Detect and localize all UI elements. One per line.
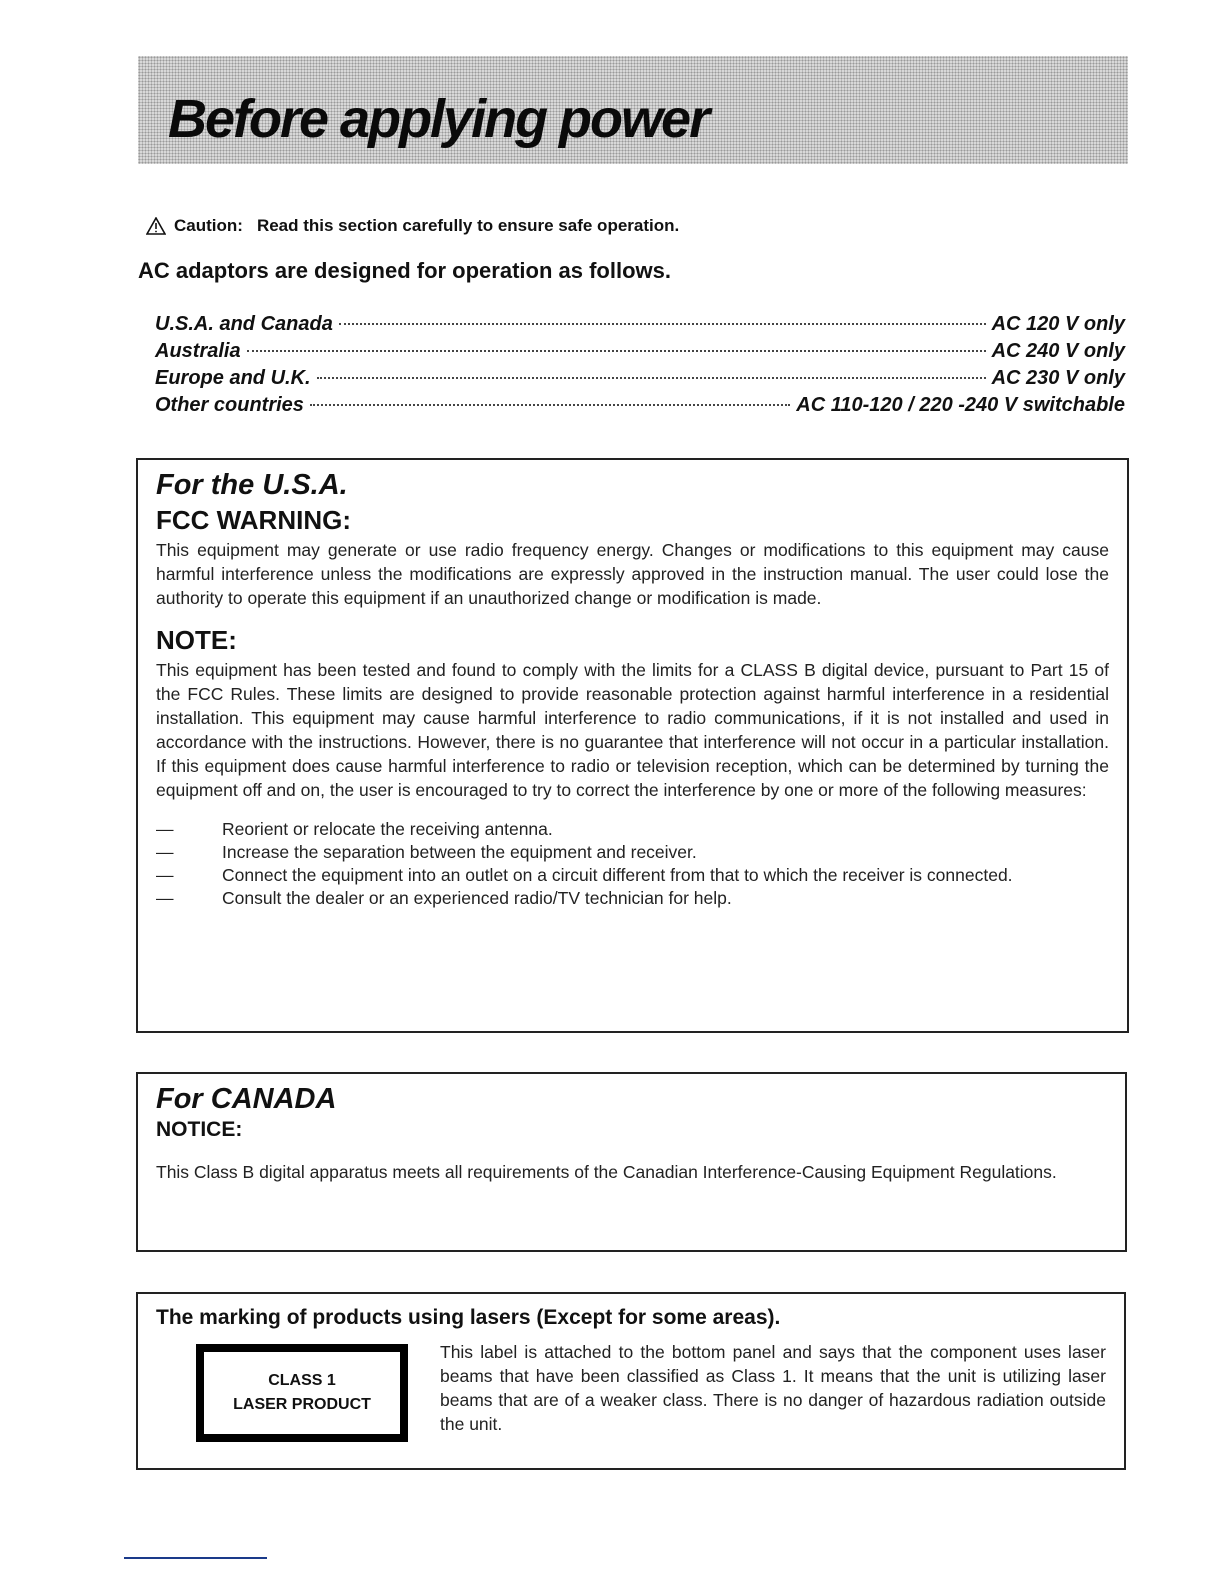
dash-marker: —	[156, 818, 174, 839]
caution-line	[146, 216, 679, 236]
leader-dots	[310, 404, 790, 406]
usa-fcc-box	[136, 458, 1129, 1033]
measure-text: Reorient or relocate the receiving antenna.	[222, 818, 553, 839]
voltage-row	[155, 367, 1125, 394]
voltage-region: Europe and U.K.	[155, 367, 311, 389]
warning-triangle-icon	[146, 217, 166, 235]
measure-text: Connect the equipment into an outlet on a circuit different from that to which the receiver is connected.	[222, 864, 1013, 885]
label-line-1: CLASS 1	[268, 1372, 336, 1389]
note-text: This equipment has been tested and found to comply with the limits for a CLASS B digital device, pursuant to Part 15 of the FCC Rules. These limits are designed to provide reasonable protection against harmful interference in a residential installation. This equipment may cause harmful interference to radio communications, if it is not installed and used in accordance with the instructions. However, there is no guarantee that interference will not occur in a particular installation. If this equipment does cause harmful interference to radio or television reception, which can be determined by turning the equipment off and on, the user is encouraged to try to correct the interference by one or more of the following measures:	[156, 659, 1109, 800]
voltage-region: U.S.A. and Canada	[155, 313, 333, 335]
voltage-value: AC 110-120 / 220 -240 V switchable	[796, 394, 1125, 416]
laser-description: This label is attached to the bottom panel and says that the component uses laser beams that have been classified as Class 1. It means that the unit is utilizing laser beams that are of a weaker class. There is no danger of hazardous radiation outside the unit.	[440, 1342, 1106, 1434]
voltage-row	[155, 313, 1125, 340]
caution-message: Read this section carefully to ensure safe operation.	[256, 216, 680, 235]
canada-title: For CANADA	[156, 1083, 337, 1115]
canada-notice-box	[136, 1072, 1127, 1252]
voltage-region: Other countries	[155, 394, 304, 416]
voltage-value: AC 120 V only	[991, 313, 1125, 335]
list-item	[156, 864, 1109, 887]
page-title: Before applying power	[168, 89, 709, 149]
measures-list	[156, 818, 1109, 910]
voltage-row	[155, 394, 1125, 421]
measure-text: Increase the separation between the equipment and receiver.	[222, 841, 697, 862]
laser-marking-box	[136, 1292, 1126, 1470]
dash-marker: —	[156, 864, 174, 885]
voltage-value: AC 240 V only	[991, 340, 1125, 362]
fcc-warning-heading: FCC WARNING:	[156, 504, 351, 535]
list-item	[156, 818, 1109, 841]
dash-marker: —	[156, 841, 174, 862]
leader-dots	[339, 323, 986, 325]
voltage-value: AC 230 V only	[991, 367, 1125, 389]
caution-label: Caution:	[174, 216, 243, 235]
leader-dots	[317, 377, 986, 379]
voltage-table	[155, 313, 1125, 421]
notice-text: This Class B digital apparatus meets all requirements of the Canadian Interference-Causing Equipment Regulations.	[156, 1162, 1057, 1183]
fcc-warning-text: This equipment may generate or use radio frequency energy. Changes or modifications to this equipment may cause harmful interference unless the modifications are expressly approved in the instruction manual. The user could lose the authority to operate this equipment if an unauthorized change or modification is made.	[156, 539, 1109, 608]
measure-text: Consult the dealer or an experienced radio/TV technician for help.	[222, 887, 732, 908]
ac-adaptors-heading: AC adaptors are designed for operation as follows.	[138, 258, 671, 283]
notice-heading: NOTICE:	[156, 1117, 243, 1141]
voltage-region: Australia	[155, 340, 241, 362]
laser-content	[156, 1344, 1106, 1442]
dash-marker: —	[156, 887, 174, 908]
leader-dots	[247, 350, 986, 352]
voltage-row	[155, 340, 1125, 367]
laser-heading: The marking of products using lasers (Except for some areas).	[156, 1306, 781, 1329]
footer-rule	[124, 1557, 267, 1559]
usa-title: For the U.S.A.	[156, 469, 348, 501]
class1-laser-label	[196, 1344, 408, 1442]
title-banner	[138, 56, 1128, 164]
list-item	[156, 887, 1109, 910]
note-heading: NOTE:	[156, 624, 237, 655]
list-item	[156, 841, 1109, 864]
label-line-2: LASER PRODUCT	[233, 1396, 371, 1413]
